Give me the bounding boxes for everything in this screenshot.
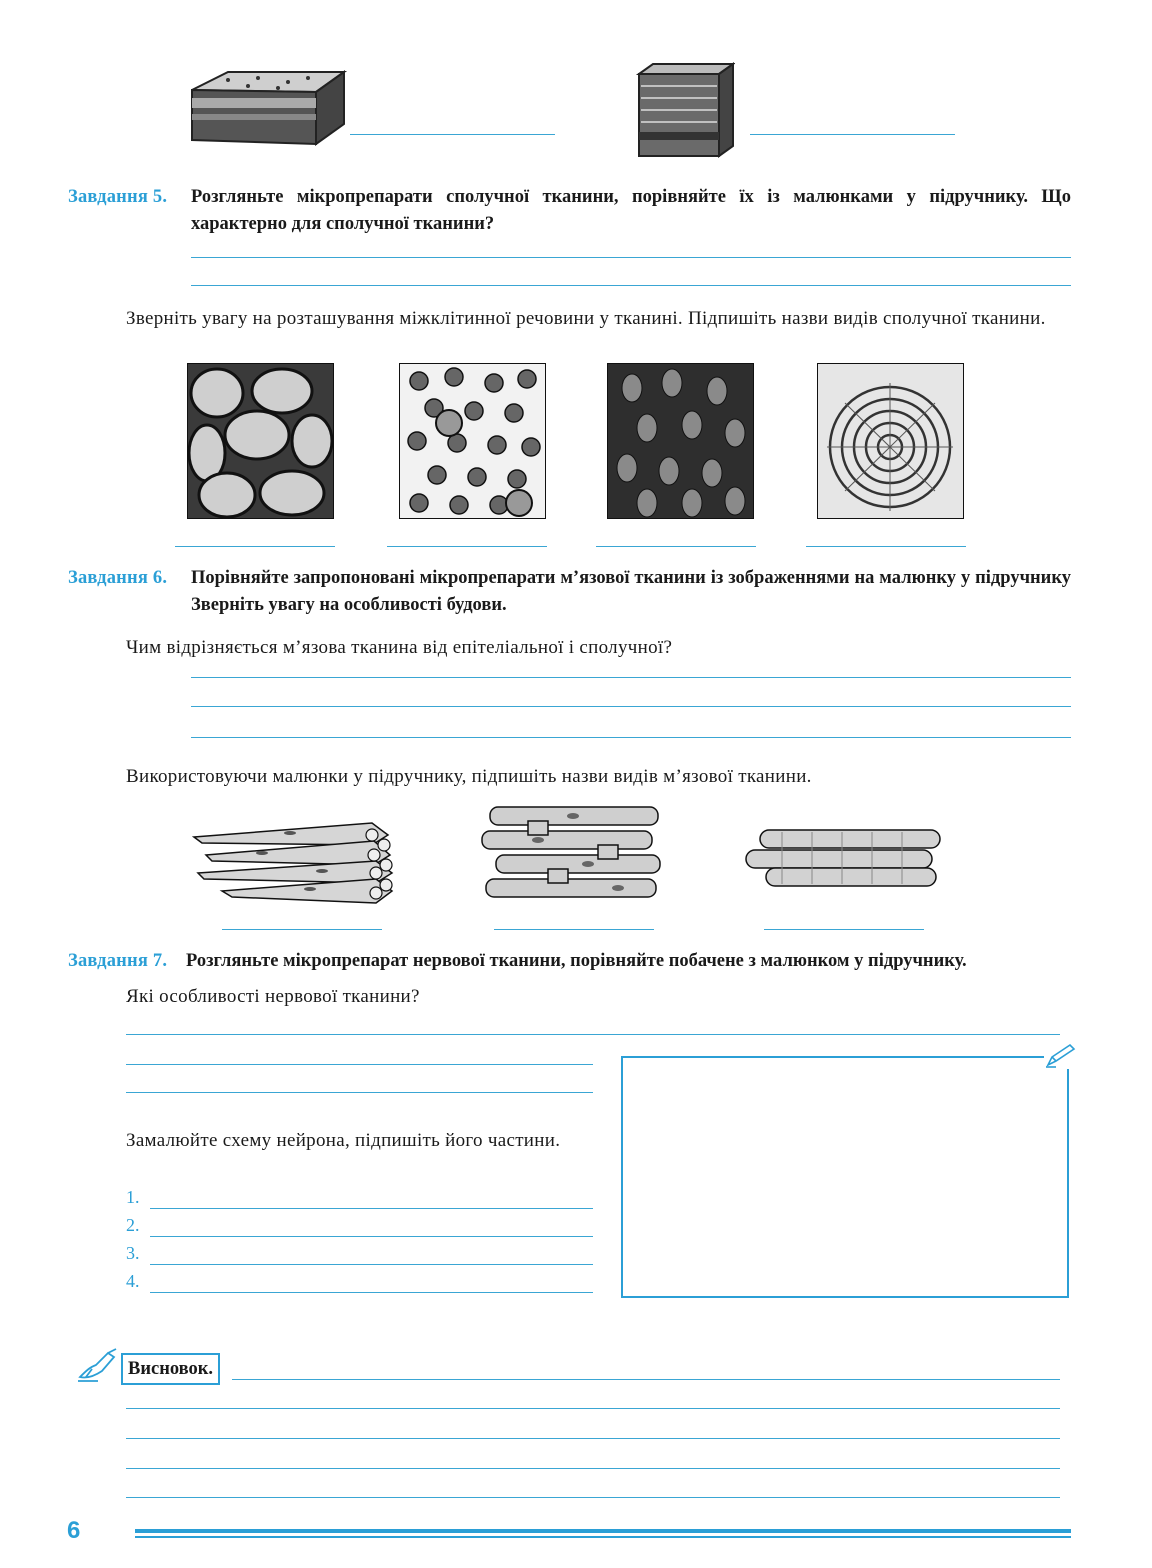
connective-label-line-3[interactable] [596, 546, 756, 547]
task5-answer-line-1[interactable] [191, 257, 1071, 258]
task6-answer-line-3[interactable] [191, 737, 1071, 738]
conclusion-line-1[interactable] [232, 1379, 1060, 1380]
task6-label: Завдання 6. [68, 568, 168, 588]
footer-rule-thin [135, 1536, 1071, 1538]
epithelium-stratified-block-image [635, 62, 735, 158]
answer-line-epithelium-1[interactable] [350, 134, 555, 135]
task7-text: Розгляньте мікропрепарат нервової тканини, порівняйте побачене з малюнком у підручнику. [186, 951, 967, 971]
part-4-line[interactable] [150, 1292, 593, 1293]
part-3-label: 3. [126, 1243, 140, 1263]
task6-answer-line-1[interactable] [191, 677, 1071, 678]
smooth-muscle-image [192, 815, 400, 907]
task5-note: Зверніть увагу на розташування міжклітинної речовини у тканині. Підпишіть назви видів сполучної тканини. [126, 308, 1046, 329]
task7-draw-note: Замалюйте схему нейрона, підпишіть його частини. [126, 1130, 561, 1151]
cartilage-tissue-image [607, 363, 754, 519]
epithelium-flat-block-image [188, 68, 348, 152]
writing-hand-icon [76, 1347, 120, 1383]
task6-question: Чим відрізняється м’язова тканина від епітеліальної і сполучної? [126, 637, 673, 658]
adipose-tissue-image [187, 363, 334, 519]
connective-label-line-2[interactable] [387, 546, 547, 547]
part-2-label: 2. [126, 1215, 140, 1235]
task5-answer-line-2[interactable] [191, 285, 1071, 286]
task7-question: Які особливості нервової тканини? [126, 986, 420, 1007]
task7-answer-line-1[interactable] [126, 1034, 1060, 1035]
task6-note: Використовуючи малюнки у підручнику, підпишіть назви видів м’язової тканини. [126, 766, 812, 787]
skeletal-muscle-image [742, 826, 944, 890]
cardiac-muscle-image [478, 801, 668, 901]
task6-answer-line-2[interactable] [191, 706, 1071, 707]
muscle-label-line-2[interactable] [494, 929, 654, 930]
conclusion-label: Висновок. [121, 1353, 220, 1385]
connective-label-line-4[interactable] [806, 546, 966, 547]
task7-answer-line-2[interactable] [126, 1064, 593, 1065]
part-4-label: 4. [126, 1271, 140, 1291]
connective-label-line-1[interactable] [175, 546, 335, 547]
task6-text: Порівняйте запропоновані мікропрепарати м’язової тканини із зображеннями на малюнку у підручнику Зверніть увагу на особливості будови. [191, 568, 1071, 615]
task5-text: Розгляньте мікропрепарати сполучної тканини, порівняйте їх із малюнками у підручнику. Що характерно для сполучної тканини? [191, 187, 1071, 234]
part-2-line[interactable] [150, 1236, 593, 1237]
conclusion-line-2[interactable] [126, 1408, 1060, 1409]
part-1-label: 1. [126, 1187, 140, 1207]
neuron-drawing-box[interactable] [621, 1056, 1069, 1298]
muscle-label-line-1[interactable] [222, 929, 382, 930]
task7-answer-line-3[interactable] [126, 1092, 593, 1093]
footer-rule [135, 1529, 1071, 1533]
pencil-icon [1044, 1041, 1078, 1069]
bone-tissue-image [817, 363, 964, 519]
muscle-label-line-3[interactable] [764, 929, 924, 930]
answer-line-epithelium-2[interactable] [750, 134, 955, 135]
task7-label: Завдання 7. [68, 951, 168, 971]
conclusion-line-5[interactable] [126, 1497, 1060, 1498]
blood-tissue-image [399, 363, 546, 519]
conclusion-line-4[interactable] [126, 1468, 1060, 1469]
part-3-line[interactable] [150, 1264, 593, 1265]
conclusion-line-3[interactable] [126, 1438, 1060, 1439]
part-1-line[interactable] [150, 1208, 593, 1209]
task5-label: Завдання 5. [68, 187, 168, 207]
page-number: 6 [67, 1517, 81, 1544]
